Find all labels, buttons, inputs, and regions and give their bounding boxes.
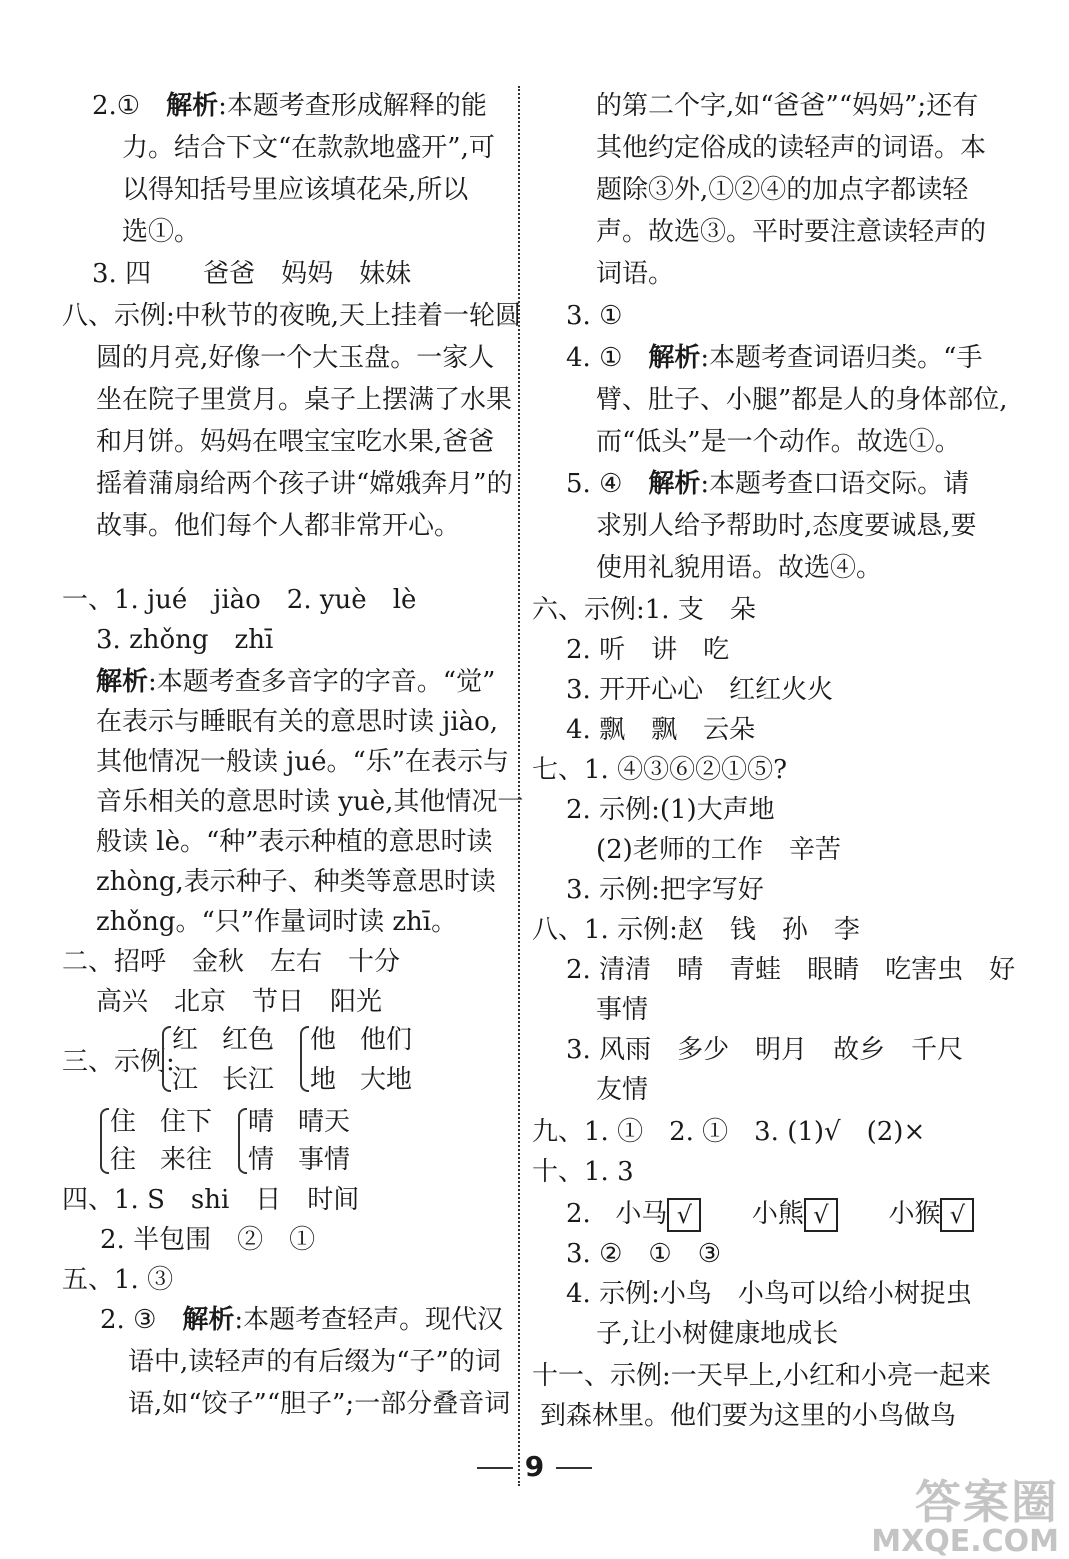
text-line: 2. ③ 解析:本题考查轻声。现代汉	[100, 1305, 504, 1335]
text-line: 八、示例:中秋节的夜晚,天上挂着一轮圆	[62, 301, 522, 331]
text-line: 求别人给予帮助时,态度要诚恳,要	[596, 511, 977, 541]
checkbox-row	[566, 1194, 974, 1234]
brace-shape	[162, 1026, 171, 1092]
text-line: 词语。	[596, 259, 675, 289]
text-line: 地	[310, 1065, 337, 1095]
text-line: 三、示例:	[62, 1047, 175, 1077]
text-line: 事情	[596, 995, 649, 1025]
text-line: 十一、示例:一天早上,小红和小亮一起来	[532, 1361, 992, 1391]
text-line: 情	[248, 1145, 275, 1175]
text-line: 2. 清清 晴 青蛙 眼睛 吃害虫 好	[566, 955, 1016, 985]
text-line: 其他约定俗成的读轻声的词语。本	[596, 133, 987, 163]
text-line: 3. ①	[566, 301, 623, 331]
text-line: 圆的月亮,好像一个大玉盘。一家人	[96, 343, 495, 373]
text-line: 选①。	[122, 217, 201, 247]
choice-label: 小熊	[751, 1199, 804, 1229]
text-line: 4. 示例:小鸟 小鸟可以给小树捉虫	[566, 1279, 972, 1309]
text-line: 九、1. ① 2. ① 3. (1)√ (2)×	[532, 1117, 926, 1147]
text-line: 一、1. jué jiào 2. yuè lè	[62, 585, 417, 615]
text-line: 摇着蒲扇给两个孩子讲“嫦娥奔月”的	[96, 469, 513, 499]
text-line: 二、招呼 金秋 左右 十分	[62, 947, 401, 977]
text-line: 六、示例:1. 支 朵	[532, 595, 756, 625]
brace-shape	[100, 1108, 109, 1174]
text-line: 4. 飘 飘 云朵	[566, 715, 756, 745]
text-line: 来往	[160, 1145, 213, 1175]
choice-label: 小猴	[888, 1199, 941, 1229]
text-line: 红	[172, 1025, 199, 1055]
text-line: 他们	[360, 1025, 413, 1055]
text-line: 高兴 北京 节日 阳光	[96, 987, 383, 1017]
text-line: 往	[110, 1145, 137, 1175]
watermark	[871, 1466, 1059, 1559]
watermark-text: 答案圈	[915, 1475, 1059, 1529]
text-line: 3. 四 爸爸 妈妈 妹妹	[92, 259, 412, 289]
check-box: √	[667, 1198, 701, 1232]
column-divider	[518, 86, 520, 1486]
text-line: 大地	[360, 1065, 413, 1095]
text-line: 长江	[222, 1065, 275, 1095]
check-box: √	[940, 1198, 974, 1232]
text-line: 以得知括号里应该填花朵,所以	[122, 175, 469, 205]
text-line: 使用礼貌用语。故选④。	[596, 553, 883, 583]
text-line: 2. 示例:(1)大声地	[566, 795, 775, 825]
text-line: 和月饼。妈妈在喂宝宝吃水果,爸爸	[96, 427, 495, 457]
text-line: 红色	[222, 1025, 275, 1055]
text-line: 声。故选③。平时要注意读轻声的	[596, 217, 987, 247]
text-line: 语,如“饺子”“胆子”;一部分叠音词	[128, 1389, 511, 1419]
text-line: 臂、肚子、小腿”都是人的身体部位,	[596, 385, 1008, 415]
text-line: zhòng,表示种子、种类等意思时读	[96, 867, 496, 897]
text-line: 其他情况一般读 jué。“乐”在表示与	[96, 747, 510, 777]
brace-shape	[238, 1108, 247, 1174]
text-line: 他	[310, 1025, 337, 1055]
text-line: 住下	[160, 1107, 213, 1137]
dash-left	[477, 1467, 513, 1469]
text-line: 2.① 解析:本题考查形成解释的能	[92, 91, 487, 121]
text-line: 3. 开开心心 红红火火	[566, 675, 834, 705]
text-line: 子,让小树健康地成长	[596, 1319, 839, 1349]
text-line: 般读 lè。“种”表示种植的意思时读	[96, 827, 493, 857]
dash-right	[556, 1467, 592, 1469]
text-line: 七、1. ④③⑥②①⑤?	[532, 755, 788, 785]
text-line: 语中,读轻声的有后缀为“子”的词	[128, 1347, 501, 1377]
brace-shape	[300, 1026, 309, 1092]
text-line: 江	[172, 1065, 199, 1095]
text-line: 晴天	[298, 1107, 351, 1137]
text-line: 3. zhǒng zhī	[96, 625, 274, 655]
text-line: 故事。他们每个人都非常开心。	[96, 511, 461, 541]
text-line: 的第二个字,如“爸爸”“妈妈”;还有	[596, 91, 979, 121]
text-line: 晴	[248, 1107, 275, 1137]
choice-label: 小马	[615, 1199, 668, 1229]
text-line: 2. 听 讲 吃	[566, 635, 730, 665]
check-box: √	[804, 1198, 838, 1232]
item-number: 2.	[566, 1199, 591, 1229]
text-line: 题除③外,①②④的加点字都读轻	[596, 175, 969, 205]
text-line: 四、1. S shi 日 时间	[62, 1185, 360, 1215]
text-line: 力。结合下文“在款款地盛开”,可	[122, 133, 495, 163]
text-line: 3. 示例:把字写好	[566, 875, 764, 905]
text-line: zhǒng。“只”作量词时读 zhī。	[96, 907, 458, 937]
watermark-url: MXQE.COM	[871, 1524, 1059, 1559]
text-line: 音乐相关的意思时读 yuè,其他情况一	[96, 787, 524, 817]
text-line: 在表示与睡眠有关的意思时读 jiào,	[96, 707, 499, 737]
text-line: 解析:本题考查多音字的字音。“觉”	[96, 667, 496, 697]
text-line: 2. 半包围 ② ①	[100, 1225, 316, 1255]
text-line: 而“低头”是一个动作。故选①。	[596, 427, 961, 457]
text-line: 八、1. 示例:赵 钱 孙 李	[532, 915, 860, 945]
text-line: 到森林里。他们要为这里的小鸟做鸟	[540, 1401, 957, 1431]
text-line: 五、1. ③	[62, 1265, 174, 1295]
text-line: 住	[110, 1107, 137, 1137]
text-line: 4. ① 解析:本题考查词语归类。“手	[566, 343, 983, 373]
text-line: 事情	[298, 1145, 351, 1175]
page-number: 9	[0, 1450, 1069, 1483]
text-line: 友情	[596, 1075, 649, 1105]
text-line: 3. ② ① ③	[566, 1239, 721, 1269]
text-line: 3. 风雨 多少 明月 故乡 千尺	[566, 1035, 964, 1065]
text-line: 十、1. 3	[532, 1157, 634, 1187]
text-line: (2)老师的工作 辛苦	[596, 835, 841, 865]
text-line: 坐在院子里赏月。桌子上摆满了水果	[96, 385, 513, 415]
text-line: 5. ④ 解析:本题考查口语交际。请	[566, 469, 970, 499]
